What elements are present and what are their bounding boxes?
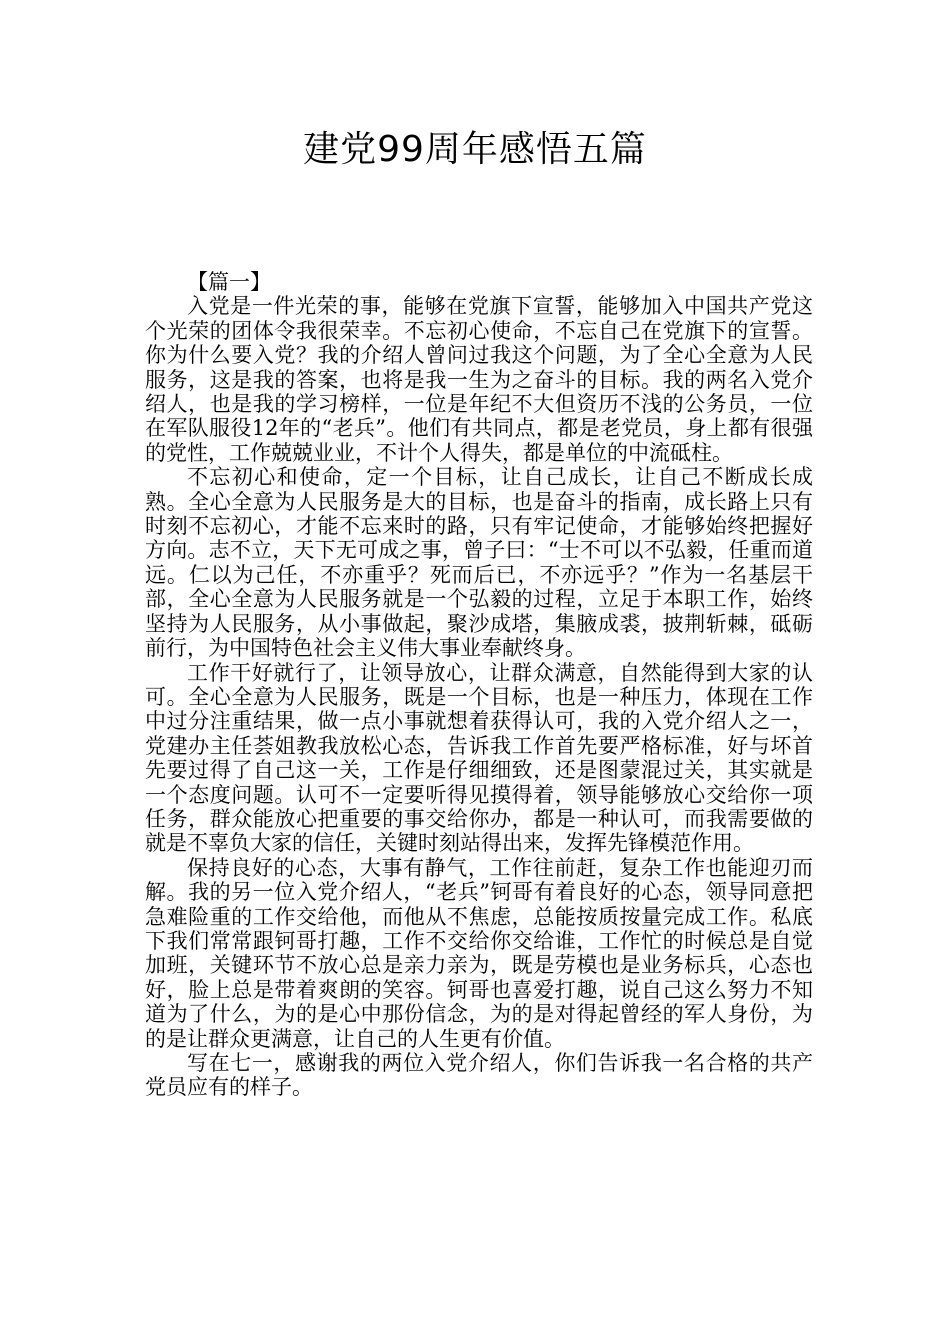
section-heading: 【篇一】 <box>187 270 271 294</box>
paragraph-2: 不忘初心和使命，定一个目标，让自己成长，让自己不断成长成熟。全心全意为人民服务是大的目标，也是奋斗的指南，成长路上只有时刻不忘初心，才能不忘来时的路，只有牢记使命，才能够始终把握好方向。志不立，天下无可成之事，曾子曰：“士不可以不弘毅，任重而道远。仁以为己任，不亦重乎？死而后已，不亦远乎？”作为一名基层干部，全心全意为人民服务就是一个弘毅的过程，立足于本职工作，始终坚持为人民服务，从小事做起，聚沙成塔，集腋成裘，披荆斩棘，砥砺前行，为中国特色社会主义伟大事业奉献终身。 <box>145 465 813 661</box>
document-body <box>145 270 813 1100</box>
paragraph-5: 写在七一，感谢我的两位入党介绍人，你们告诉我一名合格的共产党员应有的样子。 <box>145 1051 813 1100</box>
document-title: 建党99周年感悟五篇 <box>303 129 647 170</box>
paragraph-1: 入党是一件光荣的事，能够在党旗下宣誓，能够加入中国共产党这个光荣的团体令我很荣幸。不忘初心使命，不忘自己在党旗下的宣誓。你为什么要入党？我的介绍人曾问过我这个问题，为了全心全意为人民服务，这是我的答案，也将是我一生为之奋斗的目标。我的两名入党介绍人，也是我的学习榜样，一位是年纪不大但资历不浅的公务员，一位在军队服役12年的“老兵”。他们有共同点，都是老党员，身上都有很强的党性，工作兢兢业业，不计个人得失，都是单位的中流砥柱。 <box>145 294 813 465</box>
paragraph-3: 工作干好就行了，让领导放心，让群众满意，自然能得到大家的认可。全心全意为人民服务，既是一个目标，也是一种压力，体现在工作中过分注重结果，做一点小事就想着获得认可，我的入党介绍人之一，党建办主任荟姐教我放松心态，告诉我工作首先要严格标准，好与坏首先要过得了自己这一关，工作是仔细细致，还是图蒙混过关，其实就是一个态度问题。认可不一定要听得见摸得着，领导能够放心交给你一项任务，群众能放心把重要的事交给你办，都是一种认可，而我需要做的就是不辜负大家的信任，关键时刻站得出来，发挥先锋模范作用。 <box>145 660 813 856</box>
paragraph-4: 保持良好的心态，大事有静气，工作往前赶，复杂工作也能迎刃而解。我的另一位入党介绍人，“老兵”钶哥有着良好的心态，领导同意把急难险重的工作交给他，而他从不焦虑，总能按质按量完成工作。私底下我们常常跟钶哥打趣，工作不交给你交给谁，工作忙的时候总是自觉加班，关键环节不放心总是亲力亲为，既是劳模也是业务标兵，心态也好，脸上总是带着爽朗的笑容。钶哥也喜爱打趣，说自己这么努力不知道为了什么，为的是心中那份信念，为的是对得起曾经的军人身份，为的是让群众更满意，让自己的人生更有价值。 <box>145 855 813 1051</box>
